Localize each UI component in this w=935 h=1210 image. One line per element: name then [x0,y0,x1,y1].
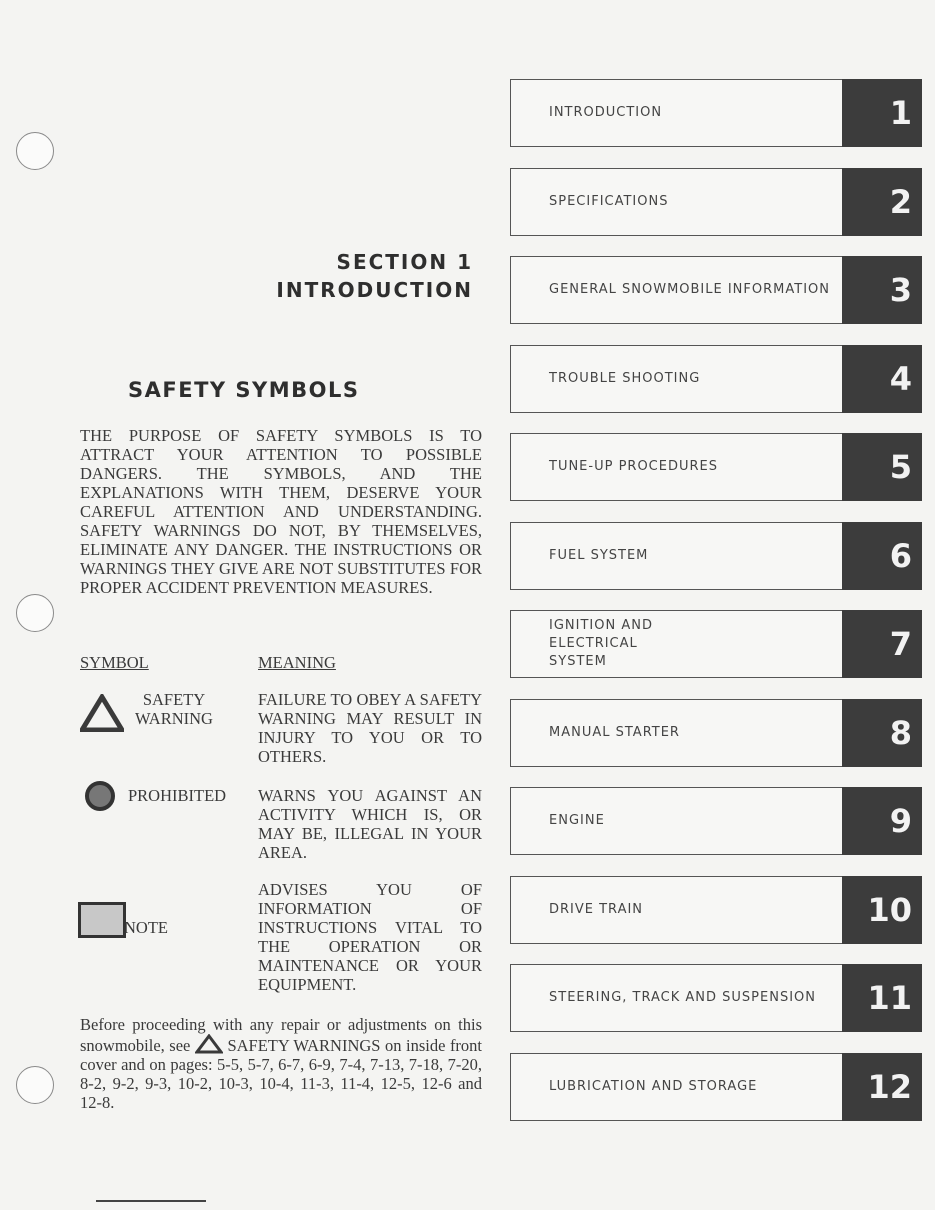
section-tab-number: 1 [842,79,922,147]
section-tab-number: 3 [842,256,922,324]
closing-paragraph [80,1015,482,1112]
section-tab-label: TUNE-UP PROCEDURES [549,459,718,474]
binder-hole [16,1066,54,1104]
section-tab-label: LUBRICATION AND STORAGE [549,1078,758,1094]
footer-rule [96,1200,206,1202]
section-tab-2[interactable] [510,168,922,236]
safety-warning-triangle-icon [195,1034,223,1054]
section-tab-number: 11 [842,964,922,1032]
section-tab-number: 8 [842,699,922,767]
section-tab-label: INTRODUCTION [549,105,663,120]
note-square-icon [78,902,126,938]
binder-hole [16,594,54,632]
symbol-label-note: NOTE [124,918,168,937]
safety-symbols-heading: SAFETY SYMBOLS [128,378,360,402]
closing-text-after: SAFETY WARNINGS on inside front cover and on pages: 5-5, 5-7, 6-7, 6-9, 7-4, 7-13, 7-18, 7-20, 8-2, 9-2, 9-3, 10-2, 10-3, 10-4, 11-3, 11-4, 12-5, 12-6 and 12-8. [80,1036,483,1112]
meaning-safety-warning: FAILURE TO OBEY A SAFETY WARNING MAY RESULT IN INJURY TO YOU OR TO OTHERS. [258,690,482,766]
section-tab-12[interactable] [510,1053,922,1121]
section-tab-number: 7 [842,610,922,678]
prohibited-circle-icon [84,780,116,812]
section-tab-number: 9 [842,787,922,855]
section-tab-6[interactable] [510,522,922,590]
section-tab-number: 12 [842,1053,922,1121]
symbol-label-prohibited: PROHIBITED [128,786,227,805]
section-tab-label: DRIVE TRAIN [549,901,644,917]
meaning-prohibited: WARNS YOU AGAINST AN ACTIVITY WHICH IS, OR MAY BE, ILLEGAL IN YOUR AREA. [258,786,482,862]
closing-text-before: Before proceeding with any repair or adjustments on this snowmobile, see [80,1015,482,1055]
section-tab-7[interactable] [510,610,922,678]
safety-warning-triangle-icon [80,694,124,732]
section-tab-number: 6 [842,522,922,590]
section-tab-3[interactable] [510,256,922,324]
section-tab-1[interactable] [510,79,922,147]
section-tab-4[interactable] [510,345,922,413]
section-tab-label: IGNITION AND ELECTRICAL SYSTEM [549,618,653,669]
section-number: SECTION 1 [336,250,473,274]
section-tab-number: 4 [842,345,922,413]
section-title: INTRODUCTION [276,278,473,302]
intro-paragraph: THE PURPOSE OF SAFETY SYMBOLS IS TO ATTRACT YOUR ATTENTION TO POSSIBLE DANGERS. THE SYMBOLS, AND THE EXPLANATIONS WITH THEM, DESERVE YOUR CAREFUL ATTENTION AND UNDERSTANDING. SAFETY WARNINGS DO NOT, BY THEMSELVES, ELIMINATE ANY DANGER. THE INSTRUCTIONS OR WARNINGS THEY GIVE ARE NOT SUBSTITUTES FOR PROPER ACCIDENT PREVENTION MEASURES. [80,426,482,597]
section-tab-label: MANUAL STARTER [549,724,680,740]
binder-hole [16,132,54,170]
section-tab-label: TROUBLE SHOOTING [549,370,701,386]
section-tab-number: 2 [842,168,922,236]
section-tab-10[interactable] [510,876,922,944]
meaning-column-header: MEANING [258,653,336,672]
section-tab-number: 10 [842,876,922,944]
section-tab-label: STEERING, TRACK AND SUSPENSION [549,990,816,1005]
meaning-note: ADVISES YOU OF INFORMATION OF INSTRUCTIONS VITAL TO THE OPERATION OR MAINTENANCE OR YOUR EQUIPMENT. [258,880,482,994]
section-tab-label: SPECIFICATIONS [549,193,669,209]
section-tab-number: 5 [842,433,922,501]
section-tab-9[interactable] [510,787,922,855]
section-tab-label: GENERAL SNOWMOBILE INFORMATION [549,282,830,297]
section-tab-label: FUEL SYSTEM [549,547,649,563]
section-tab-8[interactable] [510,699,922,767]
section-tab-5[interactable] [510,433,922,501]
symbol-label-safety-warning: SAFETY WARNING [135,690,213,728]
symbol-column-header: SYMBOL [80,653,149,672]
section-tab-11[interactable] [510,964,922,1032]
section-tab-label: ENGINE [549,813,605,828]
